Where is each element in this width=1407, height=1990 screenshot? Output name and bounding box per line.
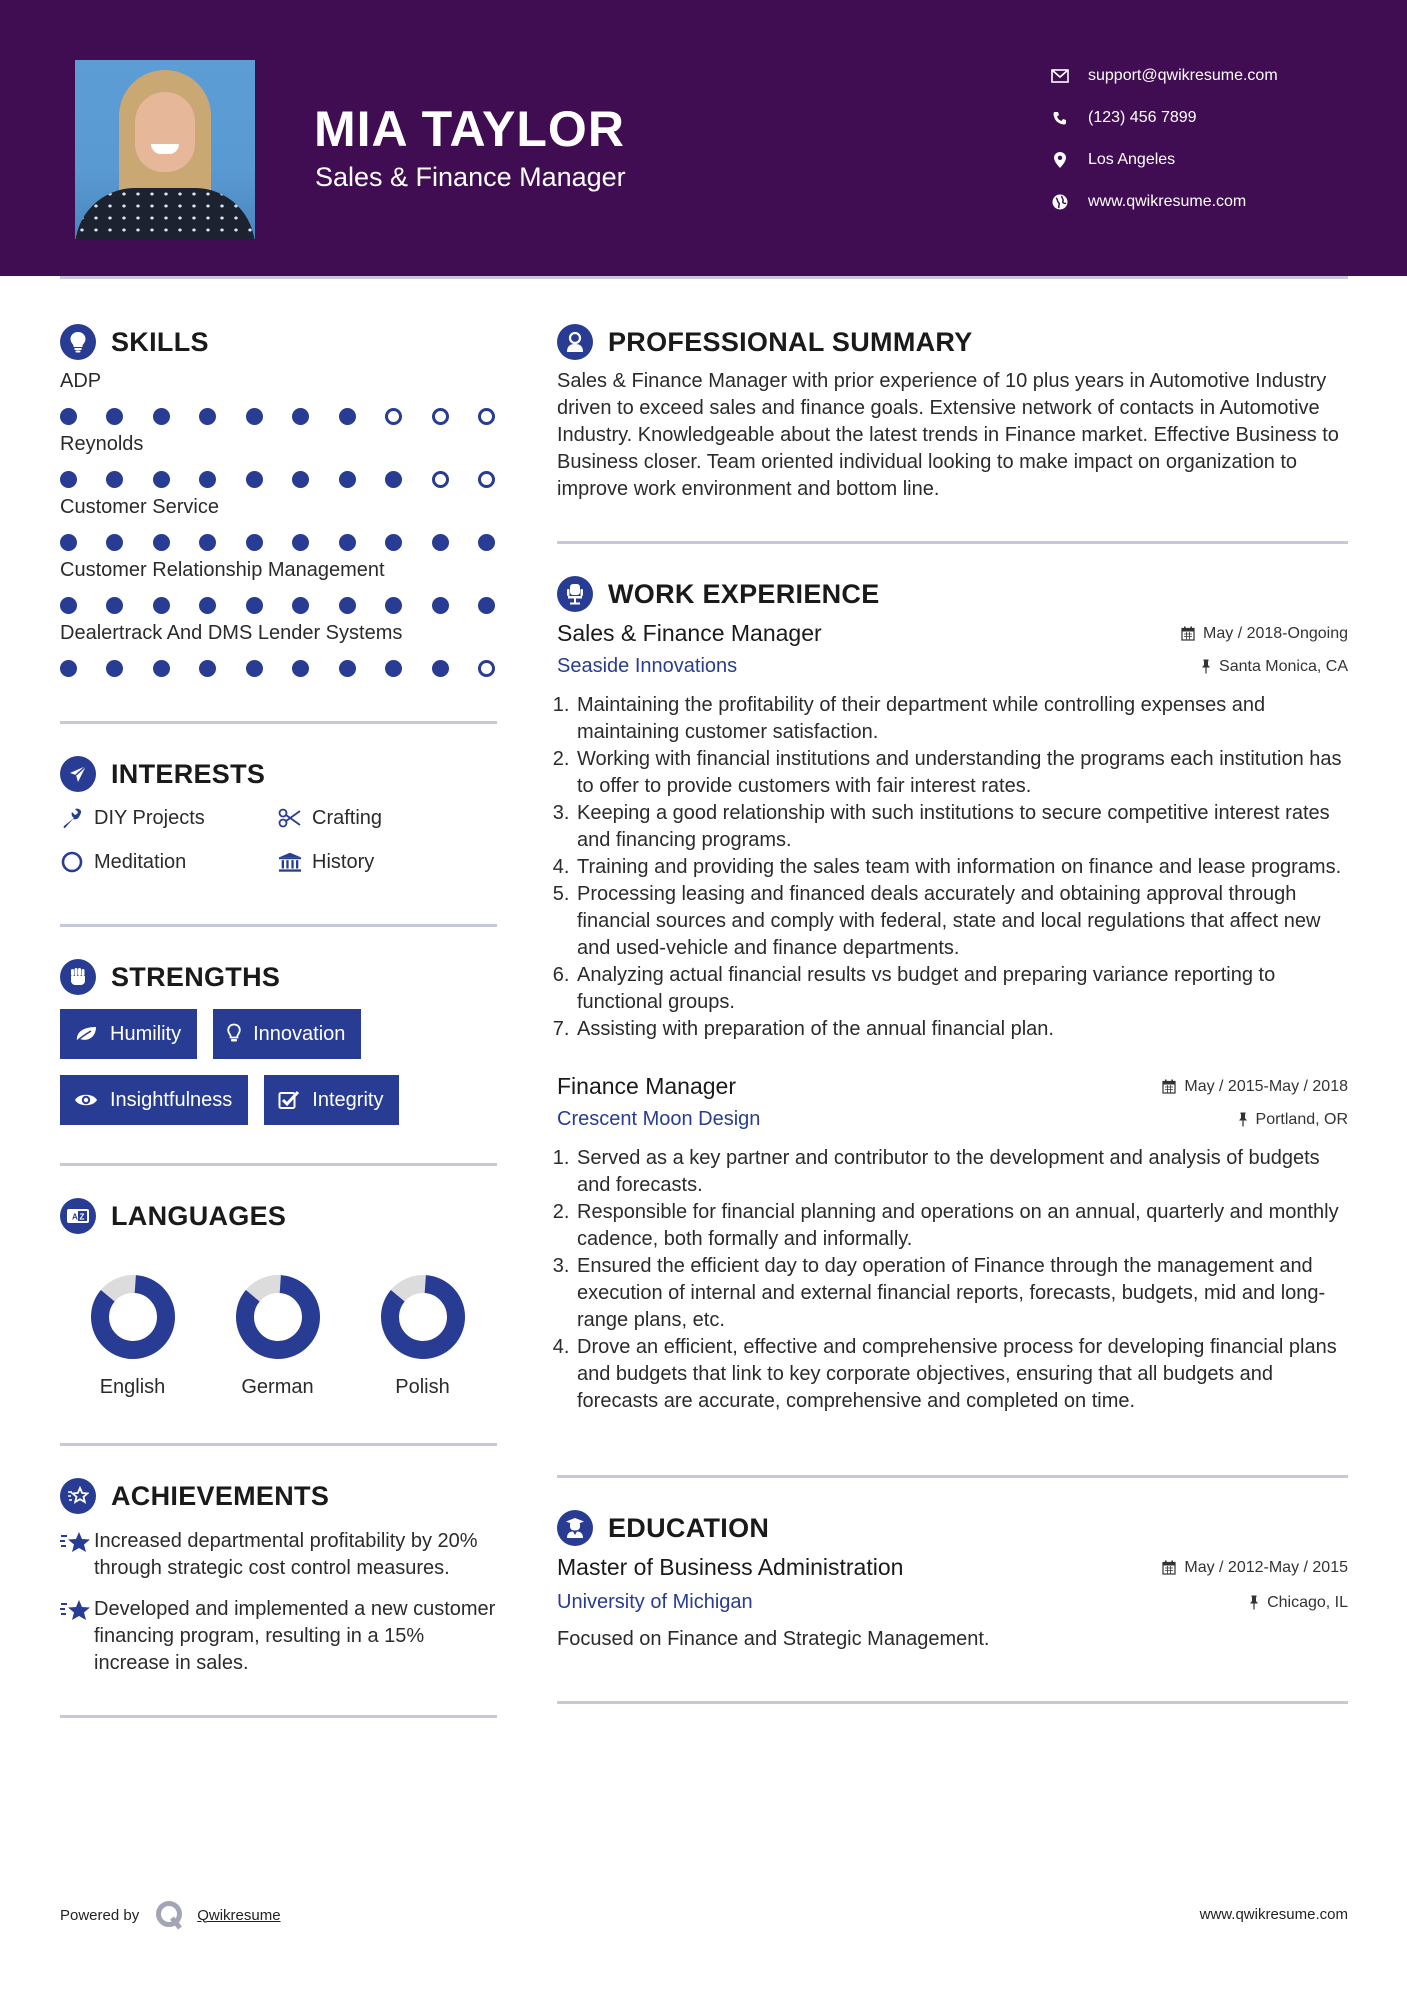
- section-divider: [60, 924, 497, 927]
- translate-icon: [60, 1198, 96, 1234]
- education-location: Chicago, IL: [1249, 1594, 1348, 1612]
- wrench-icon: [60, 807, 84, 829]
- skill-rating: [60, 408, 497, 425]
- contact-email[interactable]: support@qwikresume.com: [1050, 55, 1278, 97]
- map-pin-icon: [1050, 150, 1070, 170]
- job-duties: 1. Served as a key partner and contributor to the development and analysis of budgets and forecasts. 2. Responsible for financial planning and operations on an annual, quarterly and monthly cadence, both formally and informally. 3. Ensured the efficient day to day operation of Finance through the management and execution of internal and external financial reports, forecasts, budgets, mid and long-range plans, etc. 4. Drove an efficient, effective and comprehensive process for developing financial plans and budgets that link to key corporate objectives, ensuring that all budgets and forecasts are accurate, comprehensive and completed on time.: [557, 1145, 1348, 1415]
- skills-section: [60, 320, 497, 677]
- strength-chip: Humility: [60, 1009, 197, 1059]
- pushpin-icon: [1249, 1595, 1259, 1610]
- skill-rating: [60, 534, 497, 551]
- achievement-item: Increased departmental profitability by 20% through strategic cost control measures.: [60, 1528, 497, 1582]
- skill-rating: [60, 597, 497, 614]
- strength-chip: Insightfulness: [60, 1075, 248, 1125]
- strengths-section: [60, 955, 497, 1125]
- education-description: Focused on Finance and Strategic Management.: [557, 1628, 990, 1650]
- company-name: Crescent Moon Design: [557, 1108, 761, 1130]
- summary-heading: PROFESSIONAL SUMMARY: [608, 326, 973, 357]
- fist-icon: [60, 959, 96, 995]
- checkbox-icon: [278, 1090, 300, 1110]
- job-title: Finance Manager: [557, 1073, 736, 1099]
- languages-section: [60, 1194, 497, 1399]
- graduate-icon: [557, 1510, 593, 1546]
- footer-powered-by: Powered by Qwikresume: [60, 1900, 281, 1930]
- header-banner: [0, 0, 1407, 276]
- contact-phone[interactable]: (123) 456 7899: [1050, 97, 1278, 139]
- pushpin-icon: [1201, 659, 1211, 674]
- skill-item: Customer Service: [60, 496, 497, 551]
- phone-icon: [1050, 108, 1070, 128]
- fast-star-icon: [60, 1528, 94, 1582]
- section-divider: [60, 1443, 497, 1446]
- company-name: Seaside Innovations: [557, 655, 738, 677]
- section-divider: [60, 1163, 497, 1166]
- skill-item: Reynolds: [60, 433, 497, 488]
- job-location: Santa Monica, CA: [1201, 658, 1348, 676]
- bank-icon: [278, 851, 302, 873]
- circle-icon: [60, 851, 84, 873]
- left-column: [60, 320, 497, 1718]
- pushpin-icon: [1238, 1112, 1248, 1127]
- interest-item: Meditation: [60, 848, 278, 876]
- profile-photo: [75, 60, 255, 239]
- language-item: German: [205, 1274, 350, 1399]
- strength-chip: Innovation: [213, 1009, 361, 1059]
- education-heading: EDUCATION: [608, 1512, 770, 1543]
- interest-item: Crafting: [278, 804, 496, 832]
- language-proficiency-ring: [380, 1274, 466, 1360]
- candidate-title: Sales & Finance Manager: [315, 162, 626, 192]
- education-section: [557, 1506, 1348, 1651]
- calendar-icon: [1162, 1079, 1176, 1094]
- job-dates: May / 2018-Ongoing: [1181, 625, 1348, 643]
- candidate-name: MIA TAYLOR: [314, 101, 625, 157]
- school-name: University of Michigan: [557, 1591, 753, 1613]
- contact-list: [1050, 55, 1278, 223]
- summary-section: [557, 320, 1348, 503]
- job-location: Portland, OR: [1238, 1111, 1348, 1129]
- section-divider: [60, 721, 497, 724]
- section-divider: [557, 1475, 1348, 1478]
- eye-icon: [74, 1092, 98, 1108]
- interest-item: DIY Projects: [60, 804, 278, 832]
- achievement-item: Developed and implemented a new customer financing program, resulting in a 15% increase in sales.: [60, 1596, 497, 1677]
- envelope-icon: [1050, 66, 1070, 86]
- interest-item: History: [278, 848, 496, 876]
- interests-section: [60, 752, 497, 876]
- fast-star-icon: [60, 1596, 94, 1677]
- scissors-icon: [278, 808, 302, 828]
- language-proficiency-ring: [235, 1274, 321, 1360]
- qwikresume-logo-icon: [155, 1900, 185, 1930]
- experience-heading: WORK EXPERIENCE: [608, 578, 880, 609]
- calendar-icon: [1181, 626, 1195, 641]
- section-divider: [60, 1715, 497, 1718]
- degree-name: Master of Business Administration: [557, 1554, 904, 1580]
- footer-website[interactable]: www.qwikresume.com: [1199, 1906, 1348, 1923]
- skills-heading: SKILLS: [111, 326, 209, 357]
- skill-item: Dealertrack And DMS Lender Systems: [60, 622, 497, 677]
- leaf-icon: [74, 1025, 98, 1043]
- languages-heading: LANGUAGES: [111, 1200, 287, 1231]
- svg-text:Z: Z: [79, 1212, 85, 1222]
- header-divider: [60, 276, 1348, 279]
- globe-icon: [1050, 192, 1070, 212]
- language-item: Polish: [350, 1274, 495, 1399]
- experience-section: [557, 572, 1348, 1415]
- paper-plane-icon: [60, 756, 96, 792]
- summary-text: Sales & Finance Manager with prior experience of 10 plus years in Automotive Industry driven to exceed sales and finance goals. Extensive network of contacts in Automotive Industry. Knowledgeable about the latest trends in Finance market. Effective Business to Business closer. Team oriented individual looking to make impact on organization to improve work environment and bottom line.: [557, 370, 1339, 500]
- strength-chip: Integrity: [264, 1075, 399, 1125]
- education-dates: May / 2012-May / 2015: [1162, 1559, 1348, 1577]
- job-title: Sales & Finance Manager: [557, 620, 822, 646]
- svg-text:A: A: [72, 1212, 78, 1222]
- skill-item: Customer Relationship Management: [60, 559, 497, 614]
- job-dates: May / 2015-May / 2018: [1162, 1078, 1348, 1096]
- language-item: English: [60, 1274, 205, 1399]
- contact-location: Los Angeles: [1050, 139, 1278, 181]
- section-divider: [557, 541, 1348, 544]
- office-chair-icon: [557, 576, 593, 612]
- skill-rating: [60, 471, 497, 488]
- job-duties: 1. Maintaining the profitability of their department while controlling expenses and maintaining customer satisfaction. 2. Working with financial institutions and understanding the programs each institution has to offer to provide customers with fair interest rates. 3. Keeping a good relationship with such institutions to secure competitive interest rates and financing programs. 4. Training and providing the sales team with information on finance and lease programs. 5. Processing leasing and financed deals accurately and obtaining approval through financial sources and comply with federal, state and local regulations that affect new and used-vehicle and finance departments. 6. Analyzing actual financial results vs budget and preparing variance reporting to functional groups. 7. Assisting with preparation of the annual financial plan.: [557, 692, 1348, 1043]
- job-entry: [557, 1073, 1348, 1415]
- job-entry: [557, 620, 1348, 1043]
- interests-heading: INTERESTS: [111, 758, 266, 789]
- achievements-heading: ACHIEVEMENTS: [111, 1480, 330, 1511]
- skill-item: ADP: [60, 370, 497, 425]
- right-column: [557, 320, 1348, 1704]
- skill-rating: [60, 660, 497, 677]
- strengths-heading: STRENGTHS: [111, 961, 281, 992]
- qwikresume-link[interactable]: Qwikresume: [197, 1906, 281, 1924]
- achievements-section: [60, 1474, 497, 1677]
- star-badge-icon: [60, 1478, 96, 1514]
- language-proficiency-ring: [90, 1274, 176, 1360]
- calendar-icon: [1162, 1560, 1176, 1575]
- lightbulb-icon: [60, 324, 96, 360]
- user-icon: [557, 324, 593, 360]
- contact-website[interactable]: www.qwikresume.com: [1050, 181, 1278, 223]
- lightbulb-icon: [227, 1023, 241, 1045]
- section-divider: [557, 1701, 1348, 1704]
